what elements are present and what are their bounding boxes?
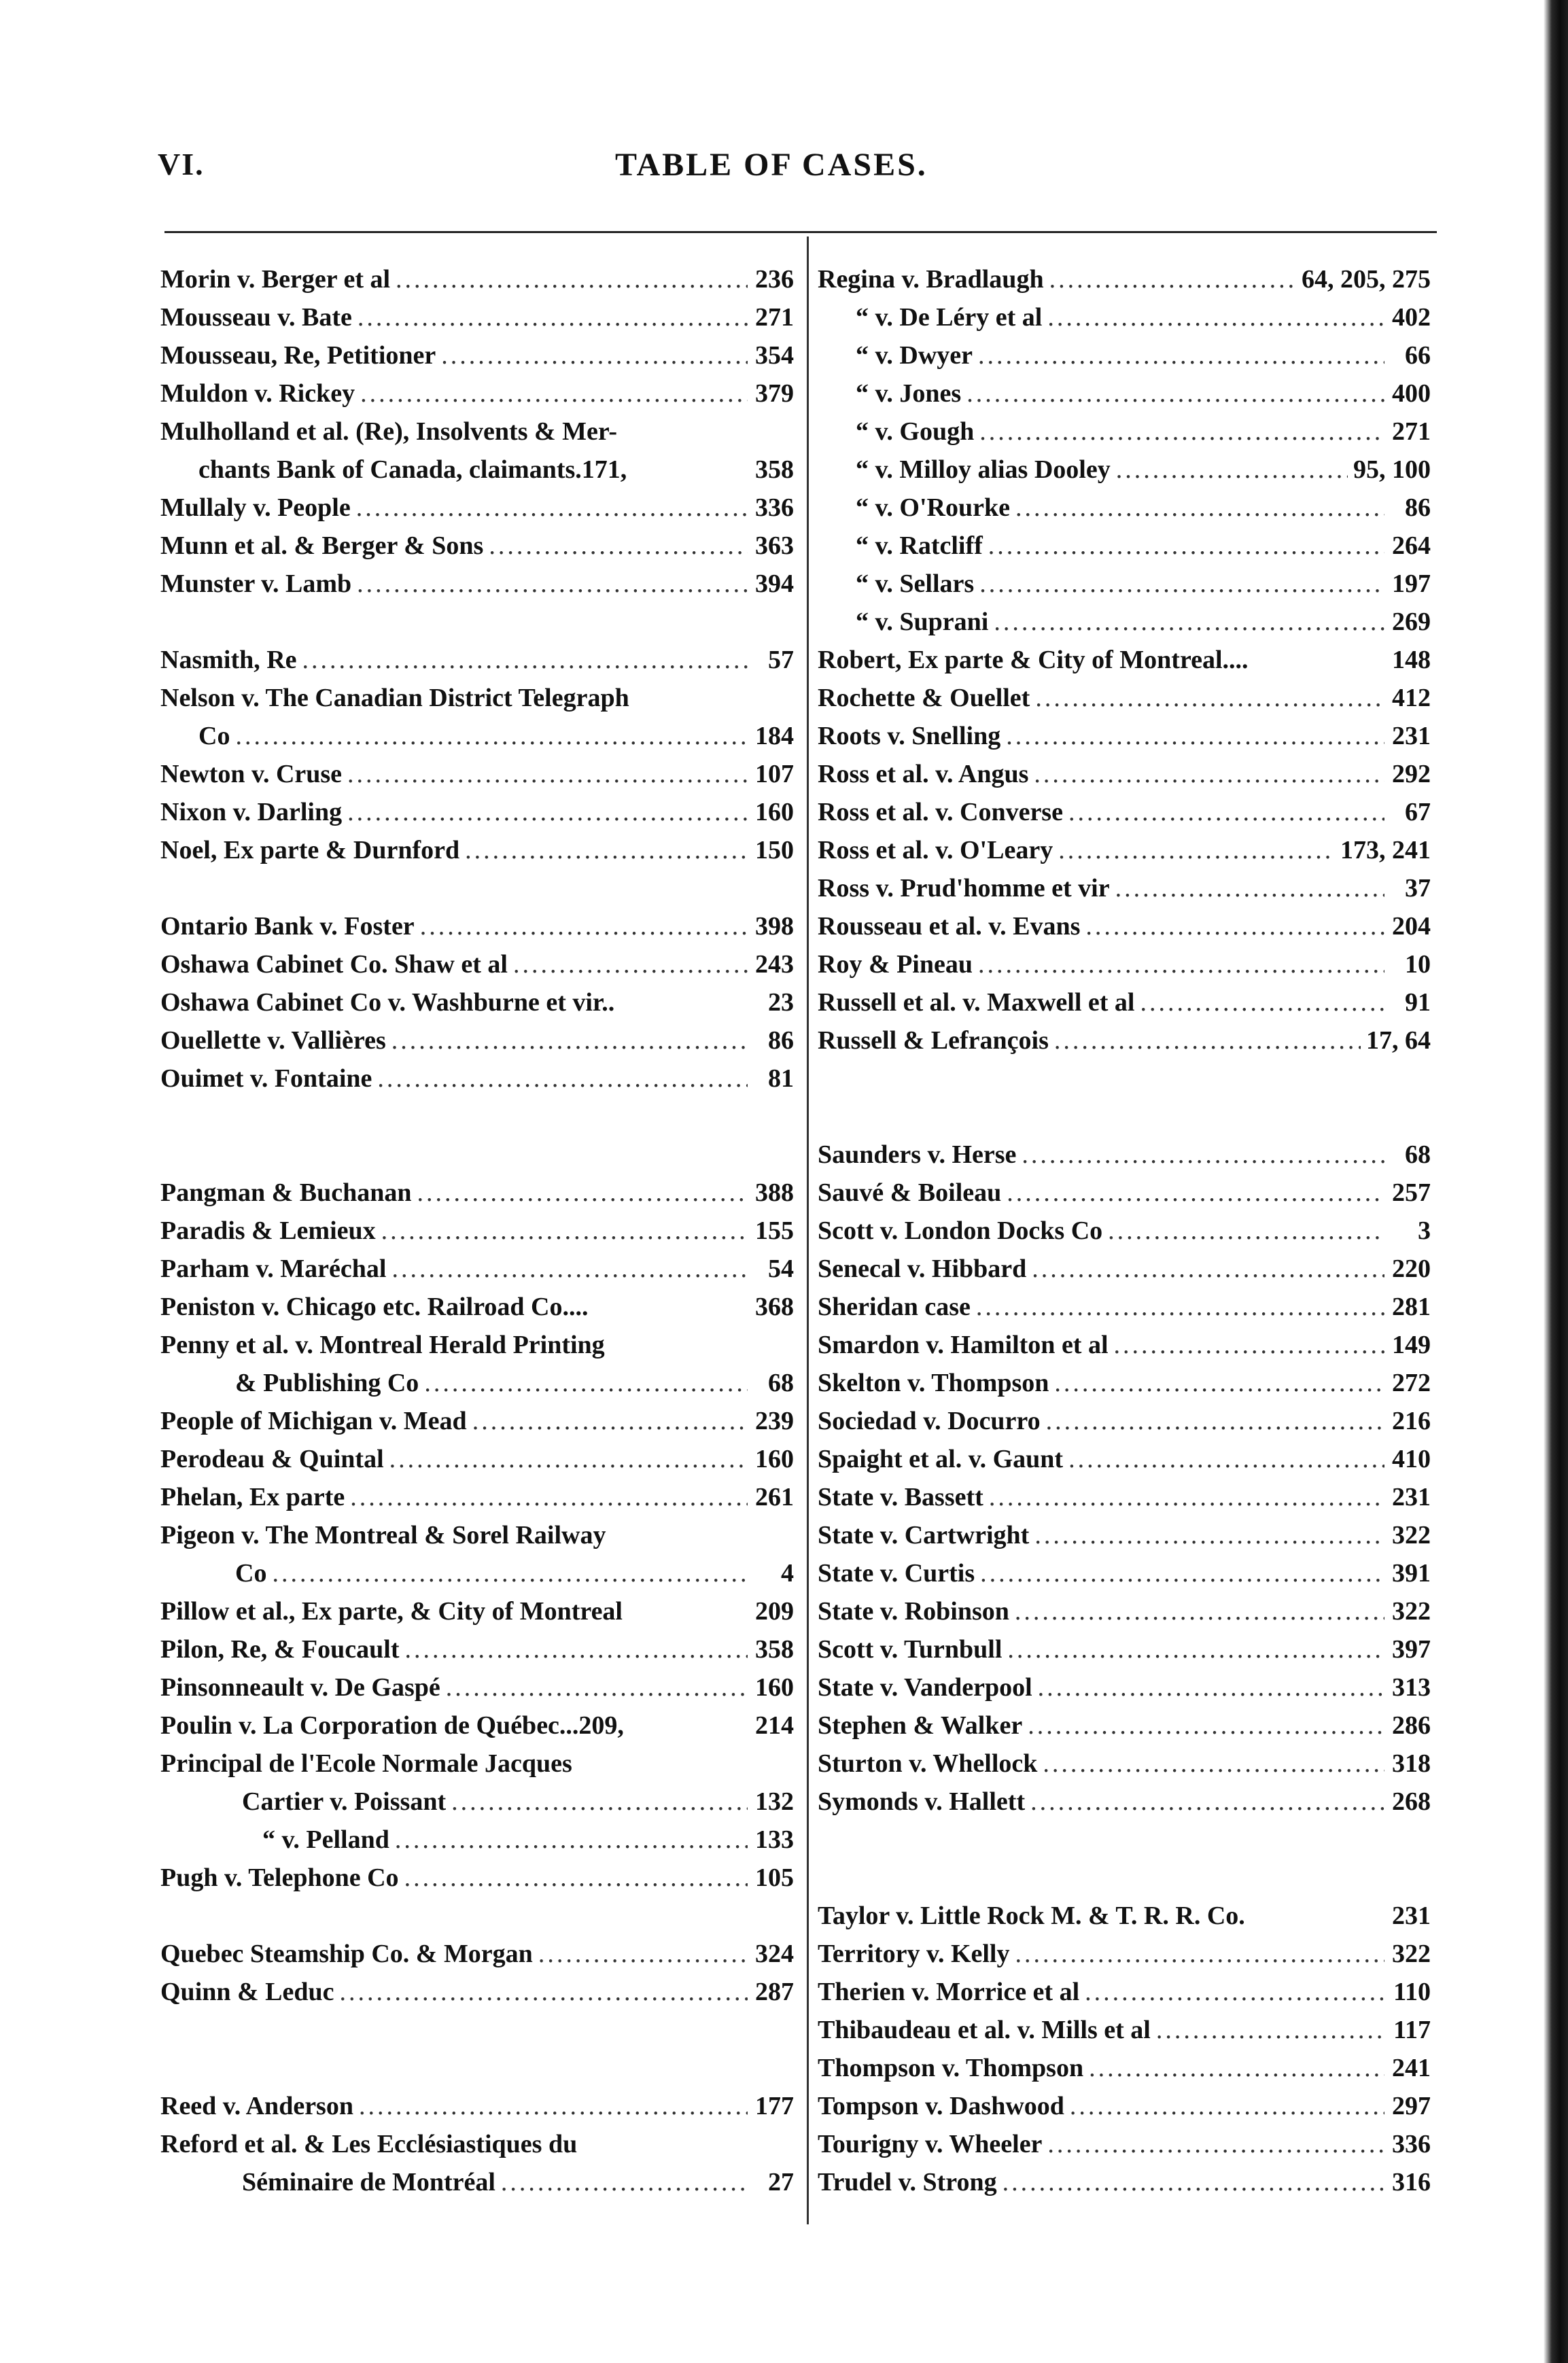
case-entry: Cartier v. Poissant ..... 132 [160, 1783, 794, 1821]
case-entry: Russell et al. v. Maxwell et al ..... 91 [818, 983, 1431, 1021]
case-entry: Symonds v. Hallett ..... 268 [818, 1783, 1431, 1821]
case-entry: Rousseau et al. v. Evans ..... 204 [818, 907, 1431, 945]
case-entry: Poulin v. La Corporation de Québec...209, 214 [160, 1711, 794, 1740]
case-entry: “ v. Ratcliff ..... 264 [818, 527, 1431, 565]
case-entry-line: Pigeon v. The Montreal & Sorel Railway [160, 1521, 606, 1550]
case-entry-line: Mulholland et al. (Re), Insolvents & Mer- [160, 417, 617, 446]
book-spine-edge [1544, 0, 1568, 2363]
case-entry: Thibaudeau et al. v. Mills et al ..... 117 [818, 2011, 1431, 2049]
case-entry: Scott v. Turnbull ..... 397 [818, 1630, 1431, 1668]
case-entry: Roots v. Snelling ..... 231 [818, 717, 1431, 755]
case-entry: Pilon, Re, & Foucault ..... 358 [160, 1630, 794, 1668]
case-entry: Taylor v. Little Rock M. & T. R. R. Co. 231 [818, 1902, 1431, 1930]
case-entry: Quinn & Leduc ..... 287 [160, 1973, 794, 2011]
case-entry-line: Reford et al. & Les Ecclésiastiques du [160, 2130, 578, 2158]
case-entry: Newton v. Cruse ..... 107 [160, 755, 794, 793]
case-entry: Pillow et al., Ex parte, & City of Montreal 209 [160, 1597, 794, 1626]
case-entry: Ross v. Prud'homme et vir ..... 37 [818, 869, 1431, 907]
case-entry: & Publishing Co ..... 68 [160, 1364, 794, 1402]
page-number: VI. [158, 147, 205, 181]
case-entry: Trudel v. Strong ..... 316 [818, 2163, 1431, 2201]
case-entry: Quebec Steamship Co. & Morgan ..... 324 [160, 1935, 794, 1973]
case-entry: Paradis & Lemieux ..... 155 [160, 1212, 794, 1250]
case-entry: “ v. De Léry et al ..... 402 [818, 298, 1431, 336]
case-entry: Ouimet v. Fontaine ..... 81 [160, 1060, 794, 1098]
case-entry: Skelton v. Thompson ..... 272 [818, 1364, 1431, 1402]
case-entry: Sociedad v. Docurro ..... 216 [818, 1402, 1431, 1440]
case-entry: Sturton v. Whellock ..... 318 [818, 1745, 1431, 1783]
case-entry: Parham v. Maréchal ..... 54 [160, 1250, 794, 1288]
case-entry: Ross et al. v. O'Leary ..... 173, 241 [818, 831, 1431, 869]
page-title: TABLE OF CASES. [615, 147, 928, 183]
case-entry: Senecal v. Hibbard ..... 220 [818, 1250, 1431, 1288]
case-entry: Roy & Pineau ..... 10 [818, 945, 1431, 983]
case-entry: Mousseau v. Bate ..... 271 [160, 298, 794, 336]
case-entry: “ v. Pelland ..... 133 [160, 1821, 794, 1859]
right-column [818, 260, 1431, 2201]
case-entry: Mullaly v. People ..... 336 [160, 489, 794, 527]
case-entry: chants Bank of Canada, claimants.171, 358 [198, 455, 794, 484]
case-entry: Munn et al. & Berger & Sons ..... 363 [160, 527, 794, 565]
case-entry: Spaight et al. v. Gaunt ..... 410 [818, 1440, 1431, 1478]
case-entry: Therien v. Morrice et al ..... 110 [818, 1973, 1431, 2011]
case-entry: Regina v. Bradlaugh ..... 64, 205, 275 [818, 260, 1431, 298]
case-entry: Ross et al. v. Converse ..... 67 [818, 793, 1431, 831]
case-entry: Co ..... 4 [160, 1554, 794, 1592]
case-entry: Peniston v. Chicago etc. Railroad Co.... 368 [160, 1293, 794, 1321]
case-entry: “ v. Dwyer ..... 66 [818, 336, 1431, 374]
case-entry: Thompson v. Thompson ..... 241 [818, 2049, 1431, 2087]
case-entry: Muldon v. Rickey ..... 379 [160, 374, 794, 413]
case-entry: Pangman & Buchanan ..... 388 [160, 1174, 794, 1212]
case-entry: Rochette & Ouellet ..... 412 [818, 679, 1431, 717]
case-entry: Reed v. Anderson ..... 177 [160, 2087, 794, 2125]
case-entry: Ontario Bank v. Foster ..... 398 [160, 907, 794, 945]
case-entry: Morin v. Berger et al ..... 236 [160, 260, 794, 298]
header-rule [164, 231, 1437, 233]
case-entry-line: Principal de l'Ecole Normale Jacques [160, 1749, 572, 1778]
case-entry: “ v. Jones ..... 400 [818, 374, 1431, 413]
case-entry: Nixon v. Darling ..... 160 [160, 793, 794, 831]
case-entry: Sheridan case ..... 281 [818, 1288, 1431, 1326]
case-entry: “ v. Suprani ..... 269 [818, 603, 1431, 641]
case-entry: Munster v. Lamb ..... 394 [160, 565, 794, 603]
case-entry: Phelan, Ex parte ..... 261 [160, 1478, 794, 1516]
case-entry: Co ..... 184 [160, 717, 794, 755]
case-entry: Robert, Ex parte & City of Montreal.... 148 [818, 646, 1431, 674]
case-entry: “ v. Gough ..... 271 [818, 413, 1431, 451]
case-entry: Ouellette v. Vallières ..... 86 [160, 1021, 794, 1060]
case-entry: State v. Robinson ..... 322 [818, 1592, 1431, 1630]
case-entry: Smardon v. Hamilton et al ..... 149 [818, 1326, 1431, 1364]
case-entry: State v. Bassett ..... 231 [818, 1478, 1431, 1516]
case-entry: Pinsonneault v. De Gaspé ..... 160 [160, 1668, 794, 1706]
case-entry: Tompson v. Dashwood ..... 297 [818, 2087, 1431, 2125]
case-entry: Nasmith, Re ..... 57 [160, 641, 794, 679]
case-entry: Sauvé & Boileau ..... 257 [818, 1174, 1431, 1212]
case-entry: Tourigny v. Wheeler ..... 336 [818, 2125, 1431, 2163]
case-entry: Séminaire de Montréal ..... 27 [160, 2163, 794, 2201]
case-entry: Saunders v. Herse ..... 68 [818, 1136, 1431, 1174]
case-entry: People of Michigan v. Mead ..... 239 [160, 1402, 794, 1440]
case-entry: Oshawa Cabinet Co. Shaw et al ..... 243 [160, 945, 794, 983]
case-entry: State v. Cartwright ..... 322 [818, 1516, 1431, 1554]
case-entry: Mousseau, Re, Petitioner ..... 354 [160, 336, 794, 374]
case-entry: Territory v. Kelly ..... 322 [818, 1935, 1431, 1973]
case-entry: State v. Curtis ..... 391 [818, 1554, 1431, 1592]
case-entry: “ v. O'Rourke ..... 86 [818, 489, 1431, 527]
case-entry: Scott v. London Docks Co ..... 3 [818, 1212, 1431, 1250]
case-entry-line: Penny et al. v. Montreal Herald Printing [160, 1331, 605, 1359]
case-entry-line: Nelson v. The Canadian District Telegraph [160, 684, 629, 712]
case-entry: Stephen & Walker ..... 286 [818, 1706, 1431, 1745]
case-entry: Oshawa Cabinet Co v. Washburne et vir.. 23 [160, 988, 794, 1017]
case-entry: Russell & Lefrançois ..... 17, 64 [818, 1021, 1431, 1060]
case-entry: Pugh v. Telephone Co ..... 105 [160, 1859, 794, 1897]
case-entry: Perodeau & Quintal ..... 160 [160, 1440, 794, 1478]
left-column [160, 260, 794, 2201]
column-divider [807, 237, 809, 2224]
case-entry: Ross et al. v. Angus ..... 292 [818, 755, 1431, 793]
case-entry: “ v. Milloy alias Dooley ..... 95, 100 [818, 451, 1431, 489]
case-entry: State v. Vanderpool ..... 313 [818, 1668, 1431, 1706]
case-entry: “ v. Sellars ..... 197 [818, 565, 1431, 603]
case-entry: Noel, Ex parte & Durnford ..... 150 [160, 831, 794, 869]
